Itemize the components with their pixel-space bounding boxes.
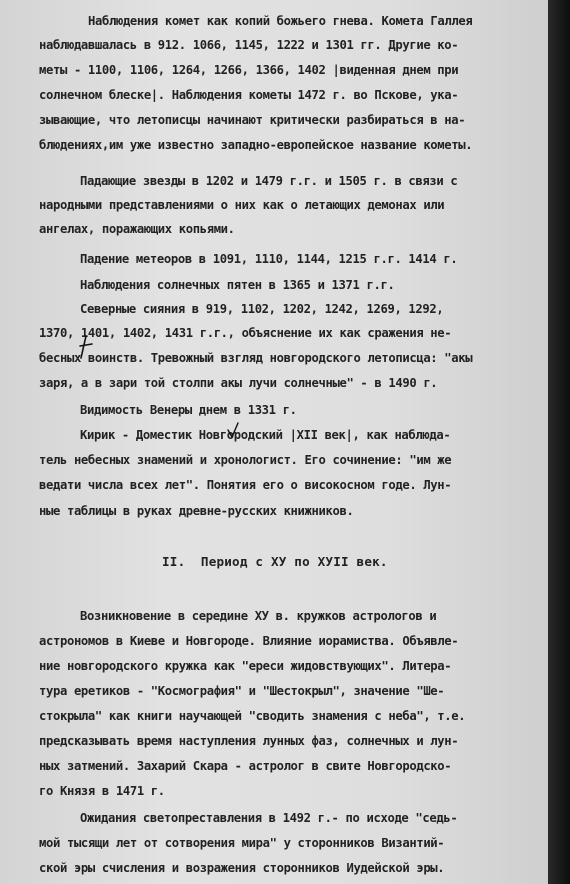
text-line: Видимость Венеры днем в 1331 г. (80, 403, 297, 417)
text-line: 1370, 1401, 1402, 1431 г.г., объяснение их как сражения не- (39, 326, 452, 340)
text-line: ные таблицы в руках древне-русских книжников. (39, 504, 354, 518)
text-line: зывающие, что летописцы начинают критически разбираться в на- (39, 113, 466, 127)
text-line: ние новгородского кружка как "ереси жидовствующих". Литера- (39, 659, 452, 673)
text-line: стокрыла" как книги научающей "сводить знамения с неба", т.е. (39, 709, 466, 723)
text-line: Северные сияния в 919, 1102, 1202, 1242, 1269, 1292, (80, 302, 444, 316)
text-line: Наблюдения солнечных пятен в 1365 и 1371 г.г. (80, 278, 395, 292)
text-line: мой тысящи лет от сотворения мира" у сторонников Византий- (39, 836, 445, 850)
text-line: наблюдавшалась в 912. 1066, 1145, 1222 и 1301 гг. Другие ко- (39, 38, 459, 52)
text-line: солнечном блеске|. Наблюдения кометы 1472 г. во Пскове, ука- (39, 88, 459, 102)
text-line: астрономов в Киеве и Новгороде. Влияние иорамиства. Объявле- (39, 634, 459, 648)
text-line: Падающие звезды в 1202 и 1479 г.г. и 1505 г. в связи с (80, 174, 458, 188)
page-edge-shadow (548, 0, 570, 884)
text-line: ангелах, поражающих копьями. (39, 222, 235, 236)
text-line: ных затмений. Захарий Скара - астролог в свите Новгородско- (39, 759, 452, 773)
text-line: ведати числа всех лет". Понятия его о високосном годе. Лун- (39, 478, 452, 492)
text-line: го Князя в 1471 г. (39, 784, 165, 798)
text-line: Кирик - Доместик Новгородский |XII век|, как наблюда- (80, 428, 451, 442)
text-line: тель небесных знамений и хронологист. Его сочинение: "им же (39, 453, 452, 467)
text-line: блюдениях,им уже известно западно-европейское название кометы. (39, 138, 473, 152)
text-line: бесных воинств. Тревожный взгляд новгородского летописца: "акы (39, 351, 473, 365)
text-line: Наблюдения комет как копий божьего гнева. Комета Галлея (88, 14, 473, 28)
section-heading: II. Период с ХУ по ХУII век. (162, 554, 388, 569)
text-line: заря, а в зари той столпи акы лучи солнечные" - в 1490 г. (39, 376, 438, 390)
text-line: ской эры счисления и возражения сторонников Иудейской эры. (39, 861, 445, 875)
text-line: Падение метеоров в 1091, 1110, 1144, 1215 г.г. 1414 г. (80, 252, 458, 266)
handwritten-tick-icon (226, 420, 240, 440)
text-line: тура еретиков - "Космография" и "Шестокрыл", значение "Ше- (39, 684, 445, 698)
text-line: Ожидания светопреставления в 1492 г.- по исходе "седь- (80, 811, 458, 825)
text-line: Возникновение в середине ХУ в. кружков астрологов и (80, 609, 437, 623)
text-line: меты - 1100, 1106, 1264, 1266, 1366, 1402 |виденная днем при (39, 63, 459, 77)
text-line: народными представлениями о них как о летающих демонах или (39, 198, 445, 212)
handwritten-mark-icon (78, 334, 94, 360)
text-line: предсказывать время наступления лунных фаз, солнечных и лун- (39, 734, 459, 748)
